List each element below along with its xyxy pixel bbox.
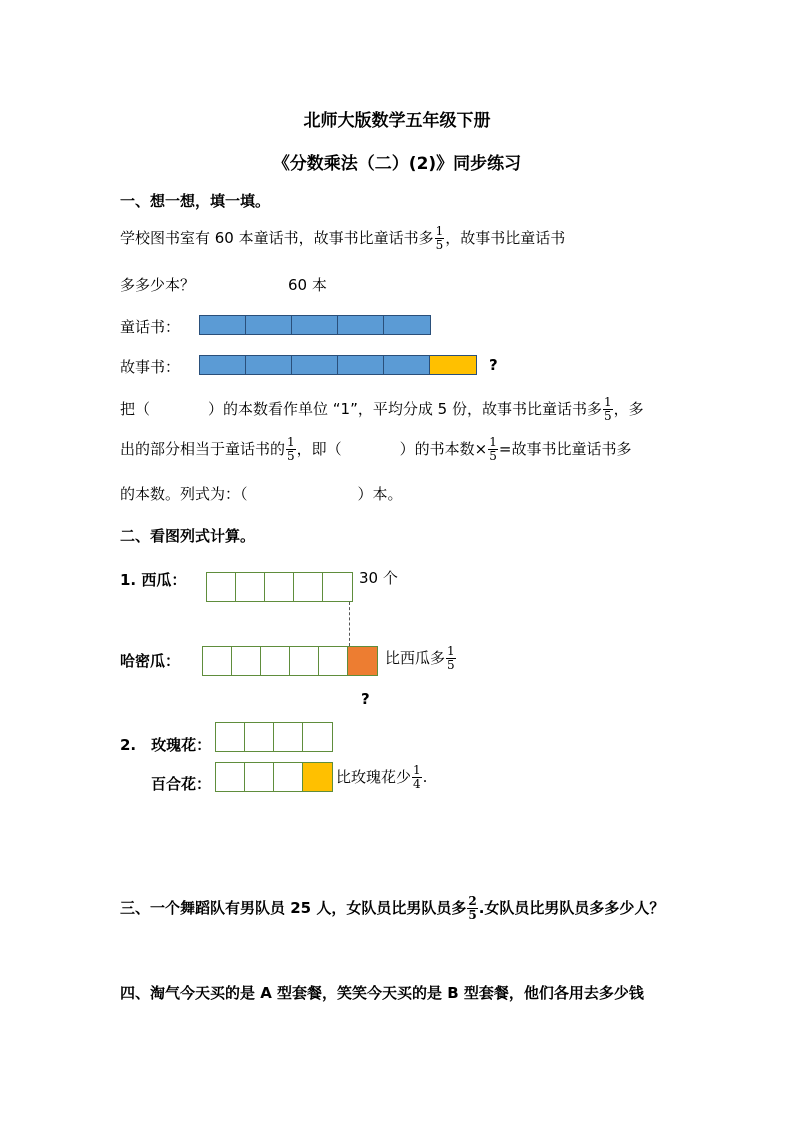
watermelon-box-1 <box>207 573 236 601</box>
section1-problem-line2: 多多少本？ <box>120 276 196 294</box>
fraction-one-fifth: $\frac{1}{5}$ <box>603 395 612 423</box>
lily-box-1 <box>216 763 245 791</box>
story-book-label: 故事书： <box>120 358 181 376</box>
lily-box-2 <box>245 763 274 791</box>
fraction-two-fifths: $\frac{2}{5}$ <box>468 894 477 922</box>
rose-box-2 <box>245 723 274 751</box>
q2-lily-label: 百合花： <box>151 775 212 793</box>
q1-watermelon-label: 1. 西瓜： <box>120 571 187 589</box>
rose-box-1 <box>216 723 245 751</box>
fairy-tale-label: 童话书： <box>120 318 181 336</box>
story-segment-6 <box>430 356 476 374</box>
watermelon-boxes <box>206 572 353 602</box>
page-title: 北师大版数学五年级下册 <box>303 111 491 131</box>
lily-box-3 <box>274 763 303 791</box>
rose-box-3 <box>274 723 303 751</box>
hami-box-2 <box>232 647 261 675</box>
section1-heading: 一、想一想，填一填。 <box>120 192 271 210</box>
story-segment-1 <box>200 356 246 374</box>
q2-compare: 比玫瑰花少 $\frac{1}{4}$ . <box>336 763 428 791</box>
watermelon-box-5 <box>323 573 352 601</box>
fairy-tale-bar <box>199 315 431 335</box>
q1-question-mark: ? <box>361 690 370 708</box>
q2-rose-label: 2. 玫瑰花： <box>120 736 212 754</box>
story-segment-3 <box>292 356 338 374</box>
fraction-one-fifth: $\frac{1}{5}$ <box>489 435 497 463</box>
watermelon-box-3 <box>265 573 294 601</box>
lily-box-4 <box>303 763 332 791</box>
hami-box-4 <box>290 647 319 675</box>
problem-text-b: ，故事书比童话书 <box>445 229 566 247</box>
hami-box-6 <box>348 647 377 675</box>
fairy-segment-5 <box>384 316 430 334</box>
story-question-mark: ? <box>489 356 498 374</box>
section3-problem: 三、一个舞蹈队有男队员 25 人，女队员比男队员多 $\frac{2}{5}$ .女队员比男队员多多少人？ <box>120 894 665 922</box>
fraction-one-fifth: $\frac{1}{5}$ <box>435 224 444 252</box>
total-label: 60 本 <box>288 276 327 294</box>
story-book-bar <box>199 355 477 375</box>
story-segment-5 <box>384 356 430 374</box>
problem-text-a: 学校图书室有 60 本童话书，故事书比童话书多 <box>120 229 434 247</box>
rose-boxes <box>215 722 333 752</box>
fairy-segment-3 <box>292 316 338 334</box>
hami-box-3 <box>261 647 290 675</box>
fairy-segment-1 <box>200 316 246 334</box>
section2-heading: 二、看图列式计算。 <box>120 527 256 545</box>
fraction-one-fifth: $\frac{1}{5}$ <box>447 644 455 672</box>
fraction-one-fifth: $\frac{1}{5}$ <box>287 435 295 463</box>
story-segment-2 <box>246 356 292 374</box>
fill-line-2: 出的部分相当于童话书的 $\frac{1}{5}$ ，即（ ）的书本数× $\frac{1}{5}$ =故事书比童话书多 <box>120 435 632 463</box>
q1-hami-label: 哈密瓜： <box>120 652 181 670</box>
watermelon-box-2 <box>236 573 265 601</box>
section1-problem-line1 <box>120 225 565 252</box>
fill-line-1: 把（ ）的本数看作单位 “1”，平均分成 5 份，故事书比童话书多 $\frac{1}{5}$ ，多 <box>120 395 644 423</box>
hami-melon-boxes <box>202 646 378 676</box>
watermelon-box-4 <box>294 573 323 601</box>
fairy-segment-4 <box>338 316 384 334</box>
q1-count: 30 个 <box>359 569 398 587</box>
fill-line-3: 的本数。列式为：（ ）本。 <box>120 485 403 503</box>
fairy-segment-2 <box>246 316 292 334</box>
hami-box-1 <box>203 647 232 675</box>
q1-compare: 比西瓜多 $\frac{1}{5}$ <box>385 644 455 672</box>
lily-boxes <box>215 762 333 792</box>
section4-problem: 四、淘气今天买的是 A 型套餐，笑笑今天买的是 B 型套餐，他们各用去多少钱 <box>120 984 644 1002</box>
hami-box-5 <box>319 647 348 675</box>
dashed-guide-line <box>349 602 350 646</box>
fraction-one-quarter: $\frac{1}{4}$ <box>413 763 421 791</box>
rose-box-4 <box>303 723 332 751</box>
page-subtitle: 《分数乘法（二）(2)》同步练习 <box>272 154 522 174</box>
story-segment-4 <box>338 356 384 374</box>
